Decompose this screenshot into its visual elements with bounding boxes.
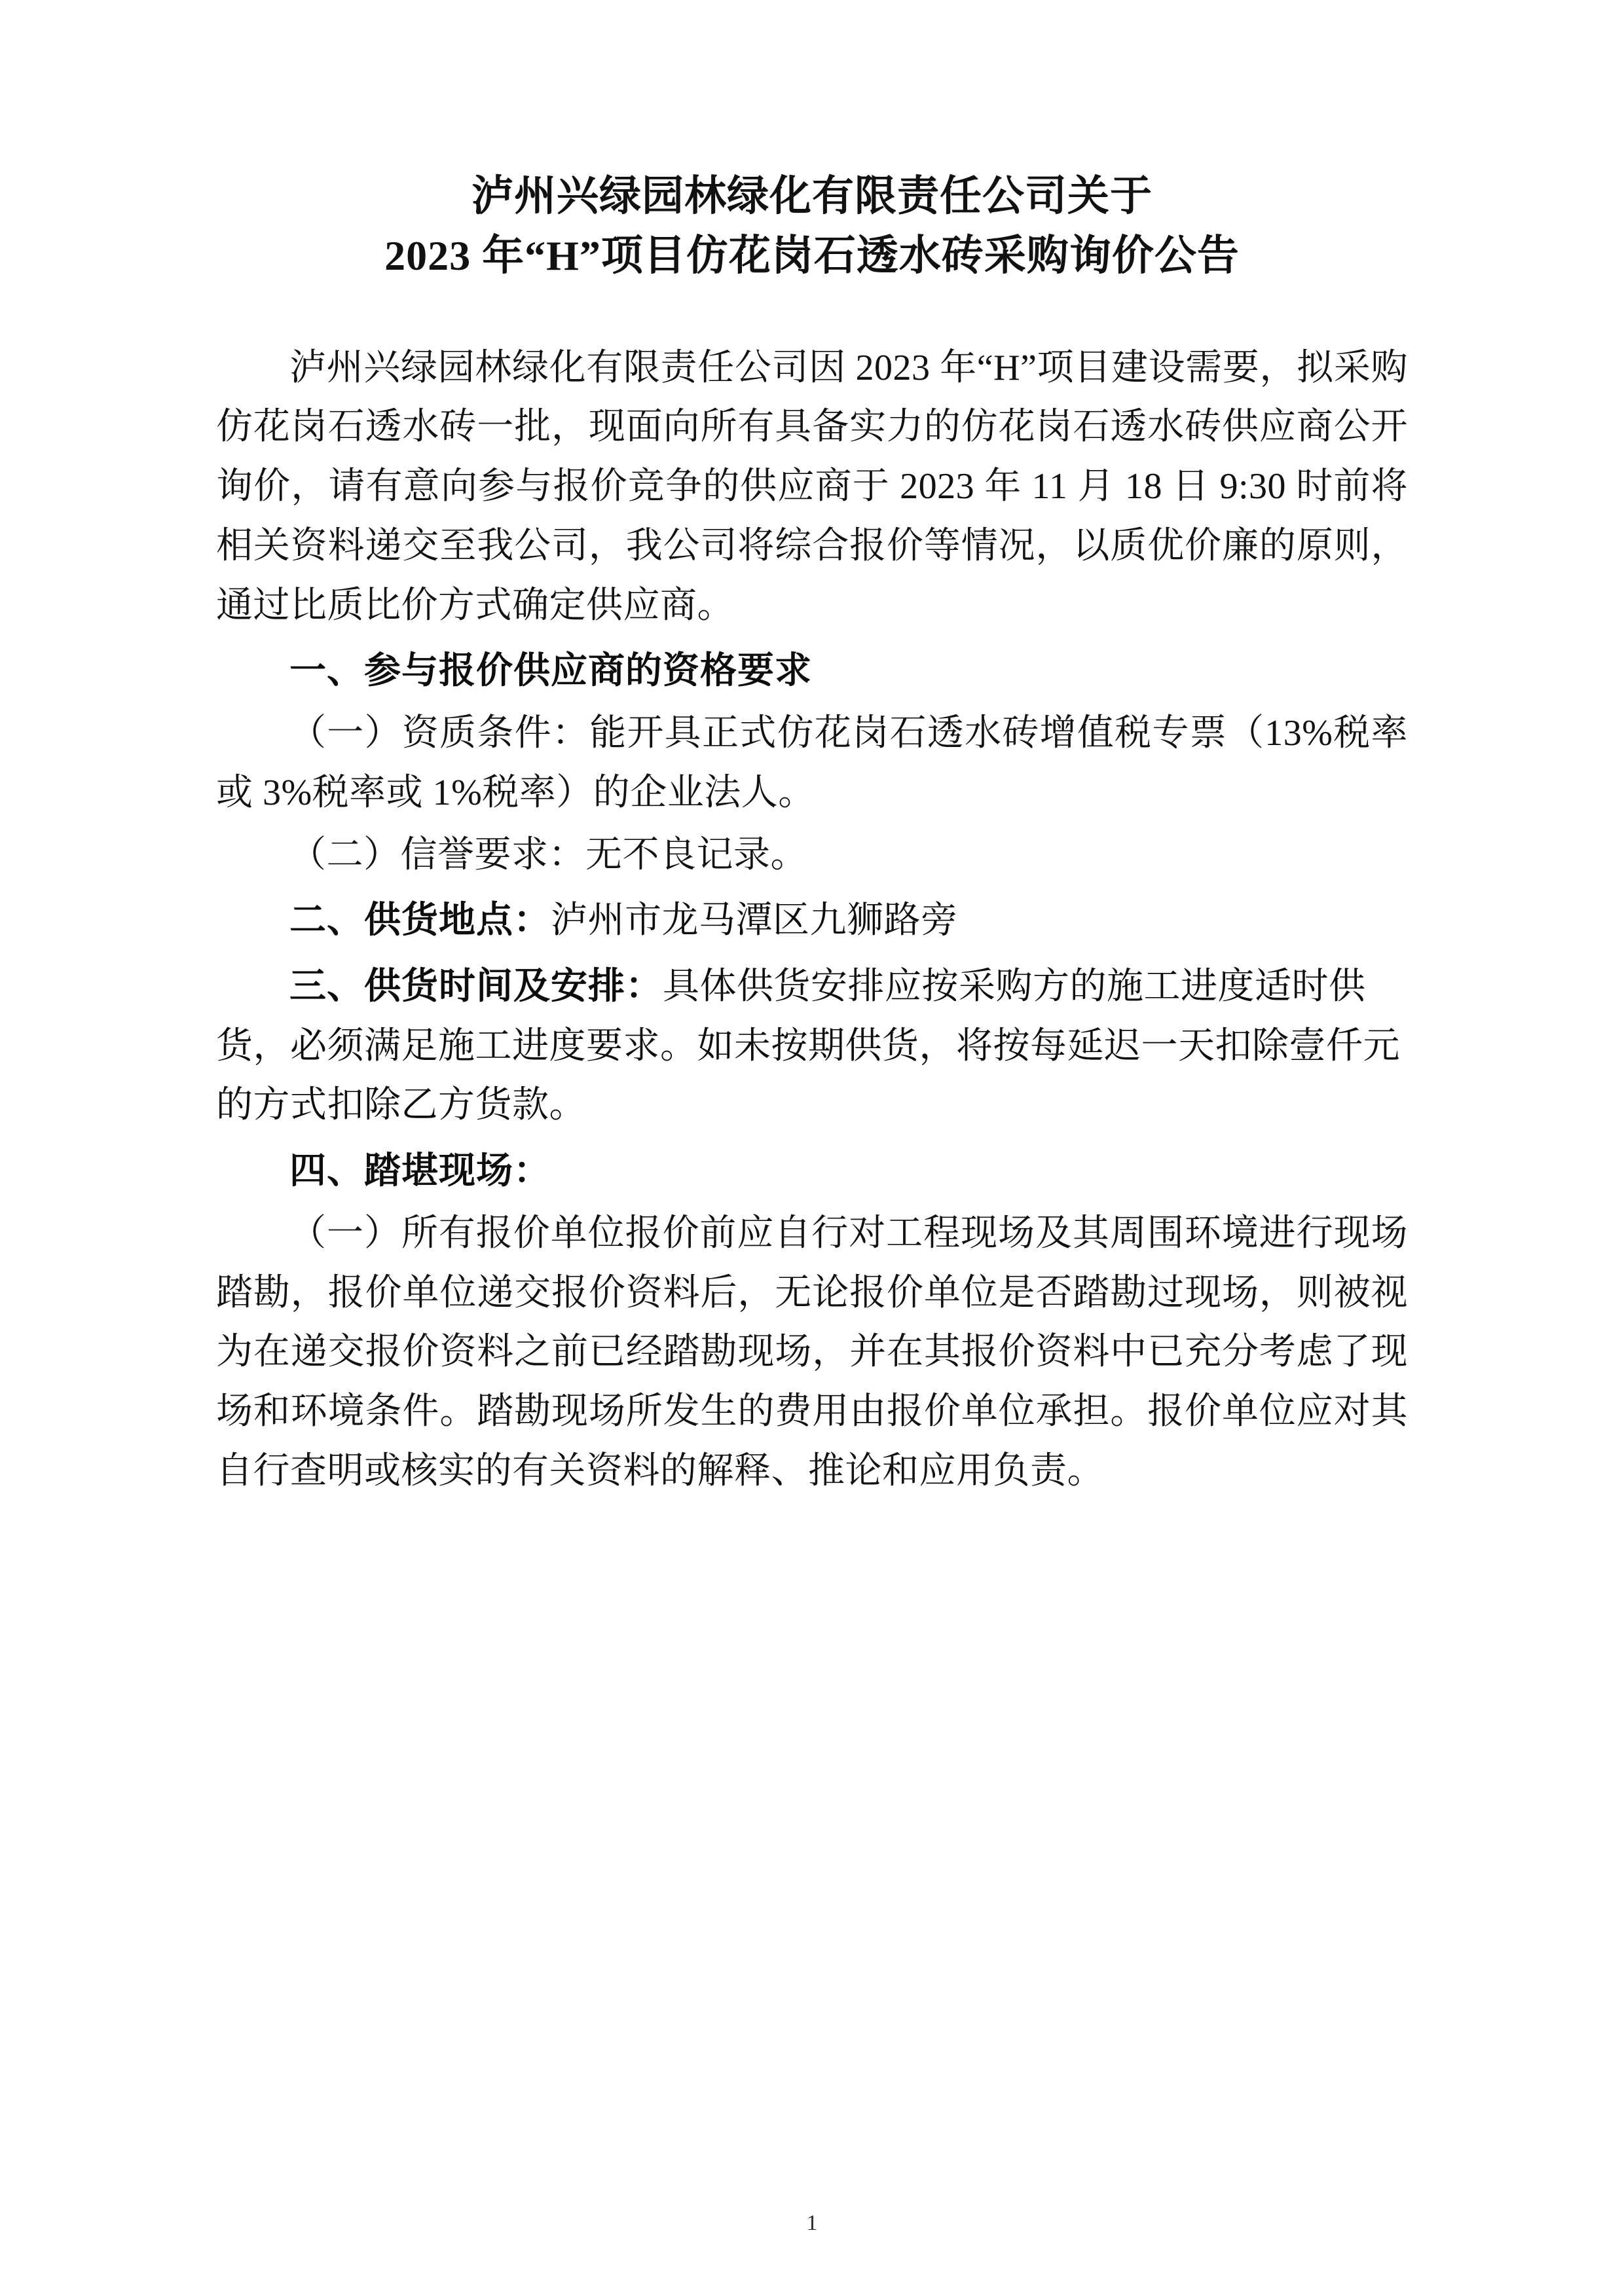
document-body: [216, 338, 1408, 1501]
section-1-paragraph-2: （二）信誉要求：无不良记录。: [289, 834, 807, 875]
section-heading-3: [216, 957, 1408, 1135]
section-heading-2: [216, 891, 1408, 951]
section-heading-2-value: 泸州市龙马潭区九狮路旁: [551, 900, 958, 941]
page-title: [216, 167, 1408, 286]
section-heading-2-text: 二、供货地点：: [289, 900, 551, 941]
title-line-1: 泸州兴绿园林绿化有限责任公司关于: [471, 173, 1153, 219]
section-heading-4: [216, 1142, 1408, 1201]
section-heading-3-text: 三、供货时间及安排：: [289, 966, 663, 1007]
section-heading-3-value: 具体供货安排应按采购方的施工进度适时供货，必须满足施工进度要求。如未按期供货，将按每延迟一天扣除壹仟元的方式扣除乙方货款。: [216, 966, 1400, 1126]
page-number: 1: [806, 2211, 818, 2235]
section-heading-1: [216, 642, 1408, 701]
section-4-paragraph-1: （一）所有报价单位报价前应自行对工程现场及其周围环境进行现场踏勘，报价单位递交报价资料后，无论报价单位是否踏勘过现场，则被视为在递交报价资料之前已经踏勘现场，并在其报价资料中已充分考虑了现场和环境条件。踏勘现场所发生的费用由报价单位承担。报价单位应对其自行查明或核实的有关资料的解释、推论和应用负责。: [216, 1212, 1408, 1491]
section-heading-4-text: 四、踏堪现场：: [289, 1151, 551, 1192]
intro-paragraph: 泸州兴绿园林绿化有限责任公司因 2023 年“H”项目建设需要，拟采购仿花岗石透水砖一批，现面向所有具备实力的仿花岗石透水砖供应商公开询价，请有意向参与报价竞争的供应商于 2023 年 11 月 18 日 9:30 时前将相关资料递交至我公司，我公司将综合报价等情况，以质优价廉的原则，通过比质比价方式确定供应商。: [216, 347, 1408, 626]
section-1-paragraph-1: （一）资质条件：能开具正式仿花岗石透水砖增值税专票（13%税率或 3%税率或 1%税率）的企业法人。: [216, 713, 1408, 813]
title-line-2: 2023 年“H”项目仿花岗石透水砖采购询价公告: [384, 232, 1240, 279]
section-heading-1-text: 一、参与报价供应商的资格要求: [289, 651, 812, 692]
